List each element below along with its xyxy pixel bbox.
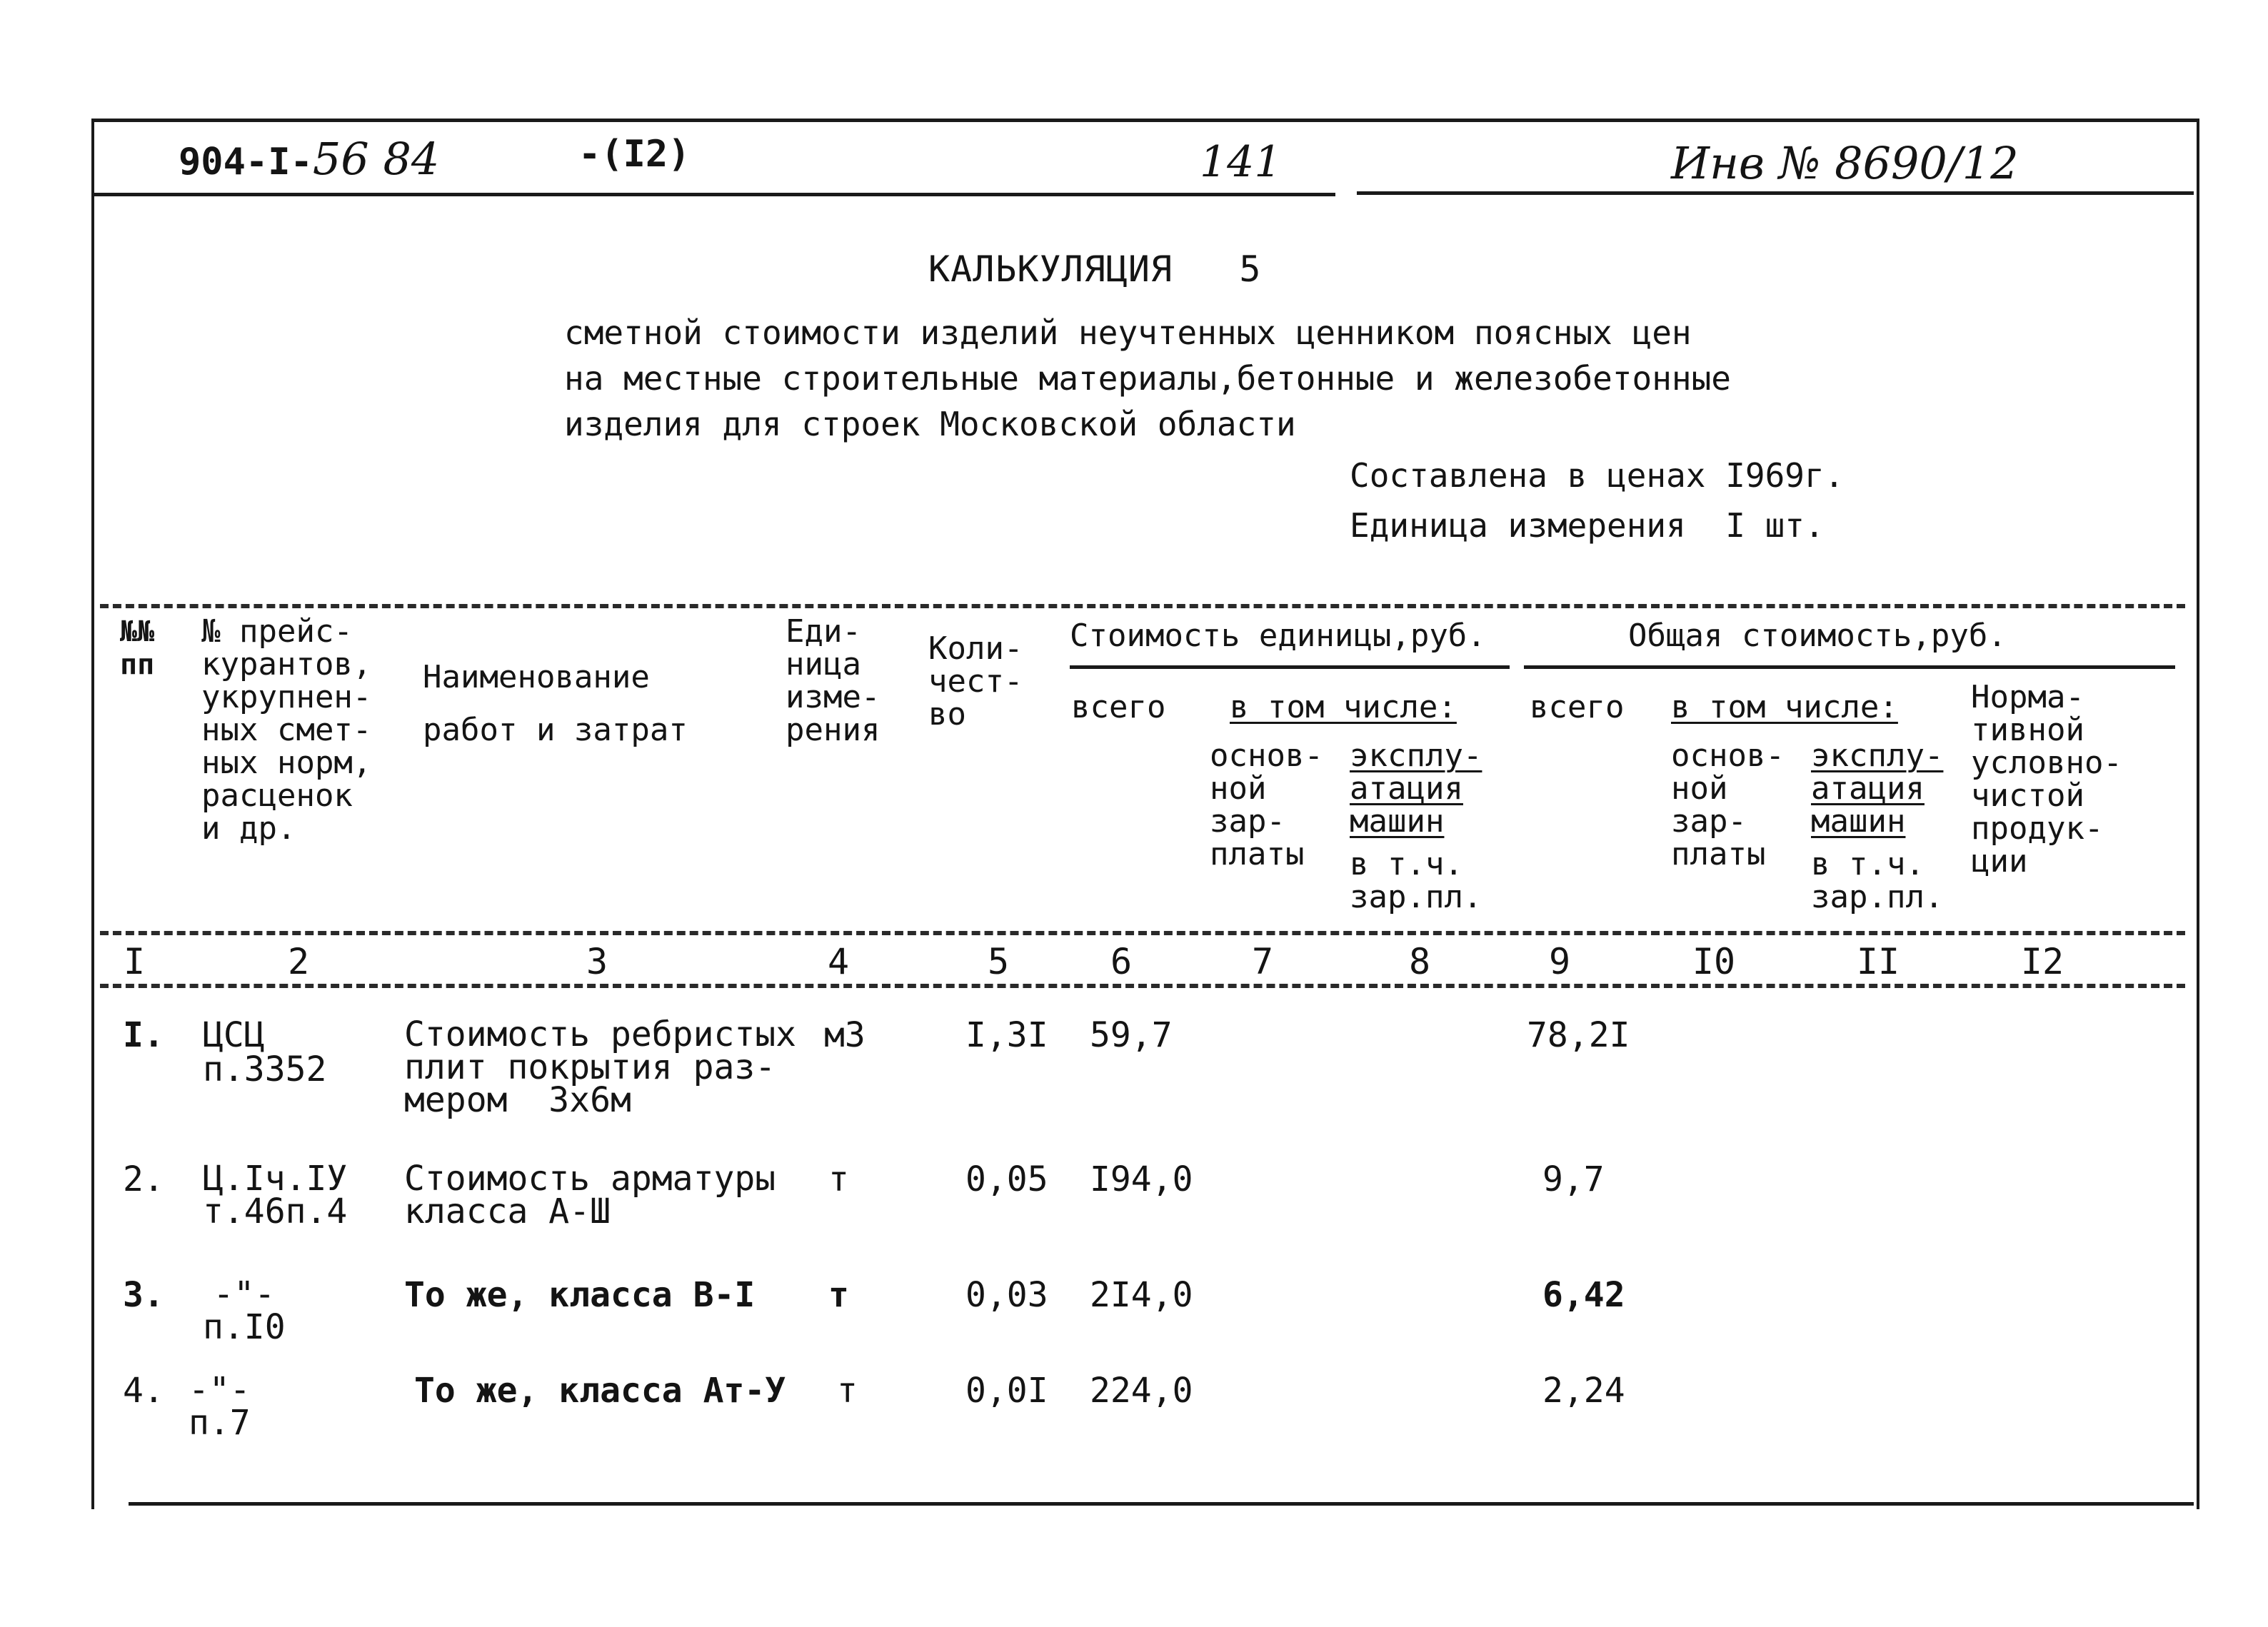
header-divider xyxy=(93,193,1335,196)
row-name: То же, класса В-I xyxy=(404,1275,756,1315)
row-unit: т xyxy=(828,1159,849,1199)
col-header-reference: № прейс- курантов, укрупнен- ных смет- ных норм, расценок и др. xyxy=(201,613,372,847)
document-code-printed: 904-I- xyxy=(179,141,313,183)
sheet-number: -(I2) xyxy=(578,133,691,176)
col-header-total-machines-wages: в т.ч. зар.пл. xyxy=(1811,846,1944,915)
row-quantity: 0,0I xyxy=(965,1371,1048,1411)
column-number: I0 xyxy=(1692,941,1736,982)
col-header-unit-machines: эксплу- атация машин xyxy=(1350,737,1482,840)
calculation-heading: КАЛЬКУЛЯЦИЯ 5 xyxy=(928,248,1262,290)
document-code xyxy=(179,133,439,185)
inventory-number: Инв № 8690/12 xyxy=(1671,137,2019,189)
table-top-rule xyxy=(100,604,2185,608)
column-number: 3 xyxy=(586,941,608,982)
row-reference: Ц.Iч.IУ т.46п.4 xyxy=(203,1159,348,1231)
col-header-normative-output: Норма- тивной условно- чистой продук- ции xyxy=(1971,679,2122,880)
unit-cost-header: Стоимость единицы,руб. xyxy=(1070,618,1486,654)
table-bottom-rule xyxy=(129,1502,2194,1506)
row-unit: м3 xyxy=(824,1015,865,1055)
col-header-number: №№ пп xyxy=(120,615,155,681)
total-cost-rule xyxy=(1524,665,2175,669)
row-unit-price: 224,0 xyxy=(1090,1371,1193,1411)
row-total: 2,24 xyxy=(1542,1371,1625,1411)
col-header-unit-including: в том числе: xyxy=(1230,689,1457,725)
row-name: Стоимость ребристых плит покрытия раз- мером 3х6м xyxy=(404,1014,797,1120)
column-number: 2 xyxy=(287,941,310,982)
column-number: I2 xyxy=(2020,941,2064,982)
col-header-unit-total: всего xyxy=(1071,689,1166,725)
column-number: 9 xyxy=(1548,941,1571,982)
row-number: 4. xyxy=(123,1371,164,1411)
row-unit-price: 2I4,0 xyxy=(1090,1275,1193,1315)
title-line-3: изделия для строек Московской области xyxy=(564,405,1296,443)
document-code-handwritten: 56 84 xyxy=(312,133,440,185)
column-number: I xyxy=(123,941,146,982)
column-numbers-bottom-rule xyxy=(100,984,2185,988)
title-line-2: на местные строительные материалы,бетонные и железобетонные xyxy=(564,359,1731,398)
column-number: 4 xyxy=(827,941,850,982)
col-header-total-wages: основ- ной зар- платы xyxy=(1671,737,1785,872)
prices-note: Составлена в ценах I969г. xyxy=(1350,456,1845,495)
row-total: 6,42 xyxy=(1542,1275,1625,1315)
row-unit: т xyxy=(828,1275,849,1315)
header-divider-right xyxy=(1357,191,2194,195)
column-number: II xyxy=(1856,941,1900,982)
row-quantity: 0,03 xyxy=(965,1275,1048,1315)
page-number: 141 xyxy=(1200,137,1282,187)
col-header-total: всего xyxy=(1530,689,1625,725)
column-numbers-top-rule xyxy=(100,931,2185,935)
total-cost-header: Общая стоимость,руб. xyxy=(1628,618,2007,654)
row-name: Стоимость арматуры класса А-Ш xyxy=(404,1159,776,1231)
col-header-unit: Еди- ница изме- рения xyxy=(786,613,880,748)
column-number: 6 xyxy=(1110,941,1133,982)
column-number: 8 xyxy=(1408,941,1431,982)
col-header-total-machines: эксплу- атация машин xyxy=(1811,737,1944,840)
col-header-total-including: в том числе: xyxy=(1671,689,1898,725)
col-header-unit-wages: основ- ной зар- платы xyxy=(1210,737,1323,872)
row-total: 78,2I xyxy=(1527,1015,1630,1055)
col-header-name: Наименование работ и затрат xyxy=(423,659,688,748)
col-header-unit-machines-wages: в т.ч. зар.пл. xyxy=(1350,846,1482,915)
row-name: То же, класса Ат-У xyxy=(414,1371,786,1411)
col-header-quantity: Коли- чест- во xyxy=(928,630,1023,732)
row-total: 9,7 xyxy=(1542,1159,1605,1199)
row-number: 3. xyxy=(123,1275,164,1315)
row-reference: -"- п.I0 xyxy=(203,1274,286,1347)
row-number: I. xyxy=(123,1015,164,1055)
unit-cost-rule xyxy=(1070,665,1510,669)
row-number: 2. xyxy=(123,1159,164,1199)
row-quantity: 0,05 xyxy=(965,1159,1048,1199)
row-reference: ЦСЦ п.3352 xyxy=(203,1015,327,1089)
column-number: 7 xyxy=(1251,941,1274,982)
row-quantity: I,3I xyxy=(965,1015,1048,1055)
row-reference: -"- п.7 xyxy=(189,1370,251,1443)
row-unit-price: I94,0 xyxy=(1090,1159,1193,1199)
title-line-1: сметной стоимости изделий неучтенных ценником поясных цен xyxy=(564,313,1692,352)
row-unit: т xyxy=(837,1371,858,1411)
unit-note: Единица измерения I шт. xyxy=(1350,506,1825,545)
row-unit-price: 59,7 xyxy=(1090,1015,1173,1055)
column-number: 5 xyxy=(987,941,1010,982)
